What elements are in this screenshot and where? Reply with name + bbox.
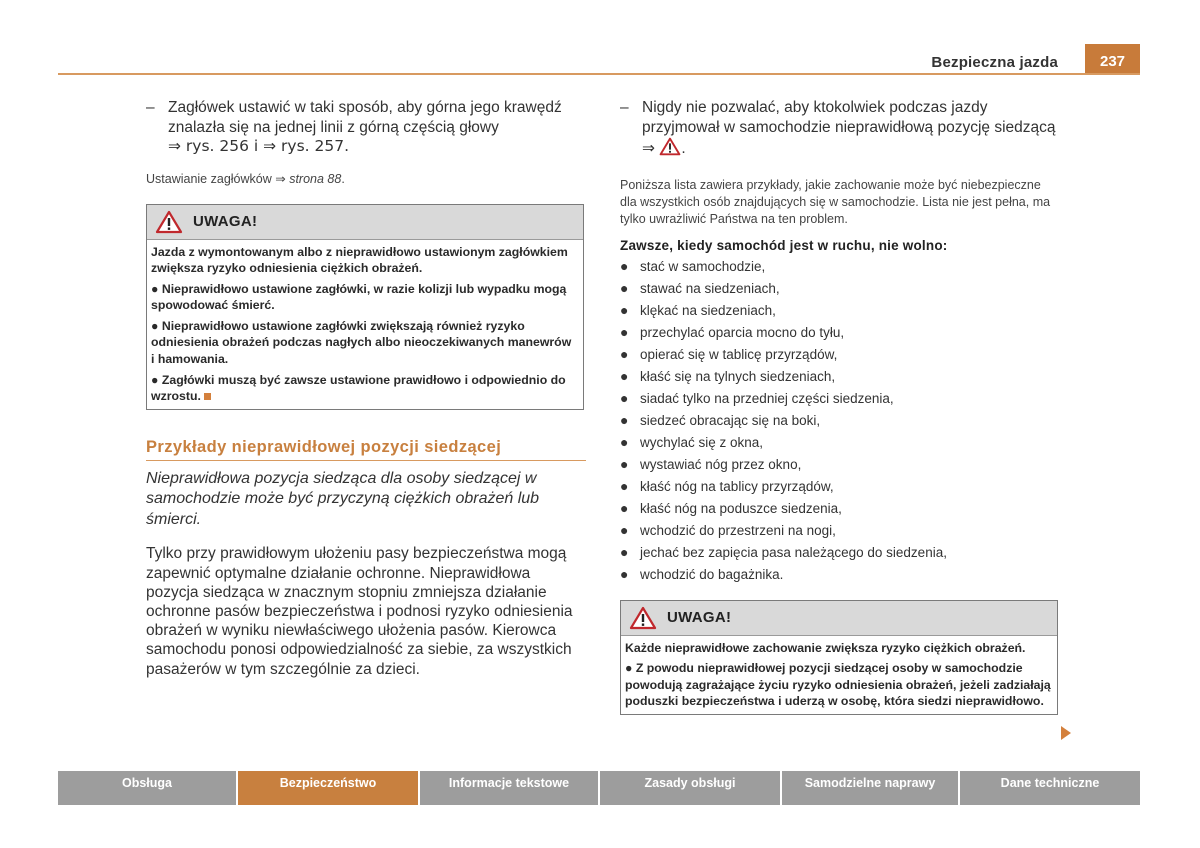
nav-tab-samodzielne-naprawy[interactable]: Samodzielne naprawy xyxy=(782,771,958,805)
instruction-text: Nigdy nie pozwalać, aby ktokolwiek podczas jazdy przyjmował w samochodzie nieprawidłową pozycję siedzącą xyxy=(642,99,1056,136)
nav-tab-obsluga[interactable]: Obsługa xyxy=(58,771,236,805)
see-also-suffix: . xyxy=(341,171,345,186)
warning-header xyxy=(147,205,583,240)
bullet-marker: ● xyxy=(620,565,629,582)
list-item-text: klękać na siedzeniach, xyxy=(640,302,776,318)
bullet-marker: ● xyxy=(620,367,629,384)
list-item-text: kłaść nóg na poduszce siedzenia, xyxy=(640,500,842,516)
warning-reference: ⇒ xyxy=(642,139,655,157)
left-column xyxy=(146,98,586,679)
warning-box-seating xyxy=(620,600,1058,715)
list-item-text: wchodzić do bagażnika. xyxy=(640,566,784,582)
list-item xyxy=(620,476,1060,498)
bullet-marker: ● xyxy=(620,477,629,494)
list-item xyxy=(620,432,1060,454)
bullet-marker: ● xyxy=(620,257,629,274)
warning-box-headrest xyxy=(146,204,584,410)
list-heading: Zawsze, kiedy samochód jest w ruchu, nie wolno: xyxy=(620,237,948,253)
list-item xyxy=(620,300,1060,322)
bullet-marker: ● xyxy=(620,345,629,362)
list-item-text: wchodzić do przestrzeni na nogi, xyxy=(640,522,836,538)
list-item xyxy=(620,366,1060,388)
dash-marker: – xyxy=(146,99,155,116)
warning-title: UWAGA! xyxy=(667,609,732,626)
list-item-text: wystawiać nóg przez okno, xyxy=(640,456,802,472)
warning-bullet: ● Nieprawidłowo ustawione zagłówki zwiększają również ryzyko odniesienia obrażeń podczas nagłych albo nieoczekiwanych manewrów i hamowania. xyxy=(151,318,572,367)
warning-bullet: ● Z powodu nieprawidłowej pozycji siedzącej osoby w samochodzie powodują zagrażające życiu ryzyko odniesienia obrażeń, jeżeli zadziałają poduszki bezpieczeństwa i uderzą w osobę, która siedzi nieprawidłowo. xyxy=(625,661,1051,709)
list-item xyxy=(620,278,1060,300)
end-marker xyxy=(204,393,211,400)
warning-triangle-icon xyxy=(155,210,183,234)
warning-bullet-text: Nieprawidłowo ustawione zagłówki, w razie kolizji lub wypadku mogą spowodować śmierć. xyxy=(151,281,567,313)
nav-tab-dane-techniczne[interactable]: Dane techniczne xyxy=(960,771,1140,805)
nav-tab-informacje-tekstowe[interactable]: Informacje tekstowe xyxy=(420,771,598,805)
nav-tab-bezpieczenstwo[interactable]: Bezpieczeństwo xyxy=(238,771,418,805)
see-also-link[interactable]: strona 88 xyxy=(289,171,342,186)
bullet-marker: ● xyxy=(620,301,629,318)
list-item-text: stać w samochodzie, xyxy=(640,258,766,274)
prohibited-actions-list xyxy=(620,256,1060,586)
warning-bullet-text: Z powodu nieprawidłowej pozycji siedzącej osoby w samochodzie powodują zagrażające życiu ryzyko odniesienia obrażeń, jeżeli zadziałają poduszki bezpieczeństwa i uderzą w osobę, która siedzi nieprawidłowo. xyxy=(625,661,1051,709)
see-also-prefix: Ustawianie zagłówków ⇒ xyxy=(146,171,286,186)
section-title: Przykłady nieprawidłowej pozycji siedzącej xyxy=(146,438,586,461)
warning-bullet: ● Zagłówki muszą być zawsze ustawione prawidłowo i odpowiednio do wzrostu. xyxy=(151,372,566,404)
list-item xyxy=(620,498,1060,520)
bullet-marker: ● xyxy=(620,389,629,406)
dash-marker: – xyxy=(620,99,629,116)
bullet-marker: ● xyxy=(620,433,629,450)
warning-triangle-icon[interactable] xyxy=(659,137,681,156)
bullet-marker: ● xyxy=(620,411,629,428)
list-item xyxy=(620,256,1060,278)
warning-title: UWAGA! xyxy=(193,213,258,230)
list-item xyxy=(620,344,1060,366)
see-also-note xyxy=(146,171,586,188)
list-item xyxy=(620,410,1060,432)
list-item-text: siedzeć obracając się na boki, xyxy=(640,412,821,428)
instruction-text: Zagłówek ustawić w taki sposób, aby górna jego krawędź znalazła się na jednej linii z górną częścią głowy xyxy=(168,99,562,136)
warning-header xyxy=(621,601,1057,636)
instruction-item xyxy=(146,98,586,157)
warning-triangle-icon xyxy=(629,606,657,630)
continue-arrow-icon xyxy=(1061,726,1071,740)
list-item-text: opierać się w tablicę przyrządów, xyxy=(640,346,838,362)
warning-bullet-text: Zagłówki muszą być zawsze ustawione prawidłowo i odpowiednio do wzrostu. xyxy=(151,372,566,404)
instruction-item: – Nigdy nie pozwalać, aby ktokolwiek podczas jazdy przyjmował w samochodzie nieprawidłową pozycję siedzącą ⇒ . xyxy=(620,99,1056,157)
list-item xyxy=(620,564,1060,586)
list-item-text: stawać na siedzeniach, xyxy=(640,280,780,296)
list-item-text: siadać tylko na przedniej części siedzenia, xyxy=(640,390,894,406)
list-item xyxy=(620,520,1060,542)
page-number: 237 xyxy=(1085,44,1140,74)
body-paragraph: Tylko przy prawidłowym ułożeniu pasy bezpieczeństwa mogą zapewnić optymalne działanie ochronne. Nieprawidłowa pozycja siedząca w znacznym stopniu zmniejsza działanie ochronne pasów bezpieczeństwa i podnosi ryzyko odniesienia obrażeń w wyniku niewłaściwego ułożenia pasów. Kierowca samochodu ponosi odpowiedzialność za siebie, za wszystkich pasażerów w tym szczególnie za dzieci. xyxy=(146,545,573,678)
warning-body xyxy=(621,636,1057,714)
chapter-navigation xyxy=(58,771,1140,805)
list-item xyxy=(620,542,1060,564)
warning-intro: Każde nieprawidłowe zachowanie zwiększa ryzyko ciężkich obrażeń. xyxy=(625,640,1026,655)
lead-paragraph: Nieprawidłowa pozycja siedząca dla osoby siedzącej w samochodzie może być przyczyną ciężkich obrażeń lub śmierci. xyxy=(146,469,540,528)
warning-bullet: ● Nieprawidłowo ustawione zagłówki, w razie kolizji lub wypadku mogą spowodować śmierć. xyxy=(151,281,567,313)
bullet-marker: ● xyxy=(620,279,629,296)
figure-reference: ⇒ rys. 256 i ⇒ rys. 257. xyxy=(168,137,350,155)
list-item-text: kłaść nóg na tablicy przyrządów, xyxy=(640,478,834,494)
right-column xyxy=(620,98,1060,715)
bullet-marker: ● xyxy=(620,499,629,516)
bullet-marker: ● xyxy=(620,521,629,538)
bullet-marker: ● xyxy=(620,323,629,340)
list-item-text: przechylać oparcia mocno do tyłu, xyxy=(640,324,845,340)
bullet-marker: ● xyxy=(620,455,629,472)
running-header-title: Bezpieczna jazda xyxy=(931,54,1058,71)
list-item-text: jechać bez zapięcia pasa należącego do siedzenia, xyxy=(640,544,947,560)
bullet-marker: ● xyxy=(620,543,629,560)
warning-body xyxy=(147,240,583,409)
nav-tab-zasady-obslugi[interactable]: Zasady obsługi xyxy=(600,771,780,805)
list-item xyxy=(620,322,1060,344)
list-item-text: kłaść się na tylnych siedzeniach, xyxy=(640,368,836,384)
list-item xyxy=(620,454,1060,476)
list-item-text: wychylać się z okna, xyxy=(640,434,764,450)
intro-paragraph: Poniższa lista zawiera przykłady, jakie zachowanie może być niebezpieczne dla wszystkich osób znajdujących się w samochodzie. Lista nie jest pełna, ma tylko uwrażliwić Państwa na ten problem. xyxy=(620,177,1051,226)
header-rule xyxy=(58,73,1140,75)
list-item xyxy=(620,388,1060,410)
warning-intro: Jazda z wymontowanym albo z nieprawidłowo ustawionym zagłówkiem zwiększa ryzyko odniesienia ciężkich obrażeń. xyxy=(151,244,568,276)
warning-bullet-text: Nieprawidłowo ustawione zagłówki zwiększają również ryzyko odniesienia obrażeń podczas nagłych albo nieoczekiwanych manewrów i hamowania. xyxy=(151,318,572,367)
